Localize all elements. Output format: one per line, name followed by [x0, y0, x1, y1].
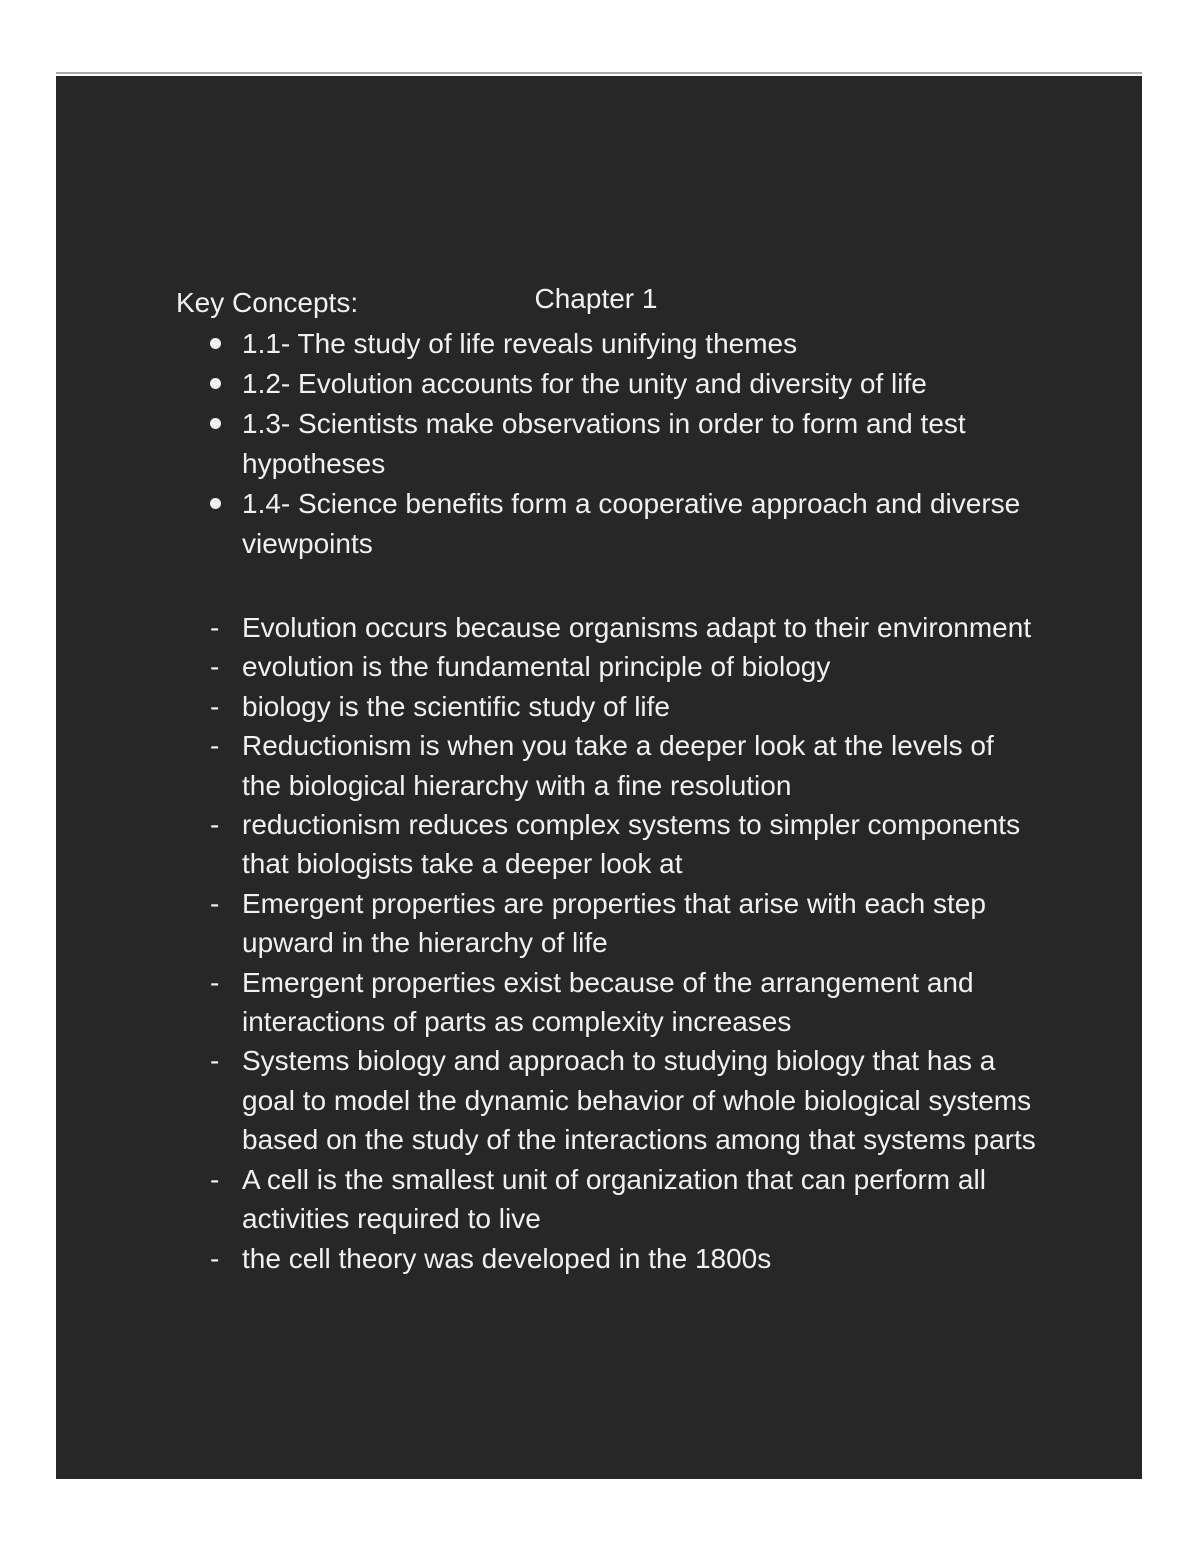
note-text: Emergent properties are properties that arise with each step upward in the hierarchy of life — [242, 887, 986, 959]
notes-list — [206, 608, 1036, 1278]
dash-marker: - — [210, 612, 220, 643]
note-text: Systems biology and approach to studying biology that has a goal to model the dynamic behavior of whole biological systems based on the study of the interactions among that systems parts — [242, 1045, 1036, 1156]
note-text: the cell theory was developed in the 1800s — [242, 1242, 772, 1274]
dash-marker: - — [210, 1045, 220, 1077]
note-item — [206, 1239, 1036, 1278]
dash-marker: - — [210, 809, 220, 841]
dash-marker: - — [210, 966, 220, 998]
bullet-icon — [210, 338, 221, 349]
key-concept-text: 1.4- Science benefits form a cooperative approach and diverse viewpoints — [242, 488, 1021, 559]
dash-marker: - — [210, 651, 220, 683]
note-item — [206, 687, 1036, 726]
note-text: reductionism reduces complex systems to simpler components that biologists take a deeper look at — [242, 809, 1021, 880]
key-concept-text: 1.3- Scientists make observations in order to form and test hypotheses — [242, 408, 966, 479]
dash-marker: - — [210, 1163, 220, 1195]
note-item — [206, 1041, 1036, 1159]
key-concept-item — [206, 404, 1026, 484]
bullet-icon — [210, 498, 221, 509]
key-concept-item — [206, 324, 1026, 364]
key-concepts-list — [206, 324, 1026, 564]
document-page — [56, 76, 1142, 1479]
note-text: Reductionism is when you take a deeper look at the levels of the biological hierarchy with a fine resolution — [242, 730, 994, 801]
note-item — [206, 726, 1036, 805]
note-text: A cell is the smallest unit of organization that can perform all activities required to live — [242, 1163, 986, 1235]
key-concept-text: 1.2- Evolution accounts for the unity and diversity of life — [242, 368, 927, 399]
note-item — [206, 647, 1036, 686]
chapter-title: Chapter 1 — [534, 283, 658, 314]
bullet-icon — [210, 418, 221, 429]
dash-marker: - — [210, 887, 220, 919]
note-text: evolution is the fundamental principle of biology — [242, 651, 831, 683]
dash-marker: - — [210, 1242, 220, 1274]
note-text: biology is the scientific study of life — [242, 690, 670, 722]
note-text: Evolution occurs because organisms adapt to their environment — [242, 612, 1032, 643]
note-item — [206, 963, 1036, 1042]
note-item — [206, 884, 1036, 963]
dash-marker: - — [210, 730, 220, 762]
note-item — [206, 608, 1036, 647]
key-concept-text: 1.1- The study of life reveals unifying themes — [242, 328, 798, 359]
key-concept-item — [206, 484, 1026, 564]
note-text: Emergent properties exist because of the arrangement and interactions of parts as complexity increases — [242, 966, 974, 1038]
key-concepts-heading: Key Concepts: — [176, 287, 359, 318]
top-rule — [56, 72, 1142, 74]
bullet-icon — [210, 378, 221, 389]
note-item — [206, 1160, 1036, 1239]
key-concept-item — [206, 364, 1026, 404]
dash-marker: - — [210, 690, 220, 722]
note-item — [206, 805, 1036, 884]
